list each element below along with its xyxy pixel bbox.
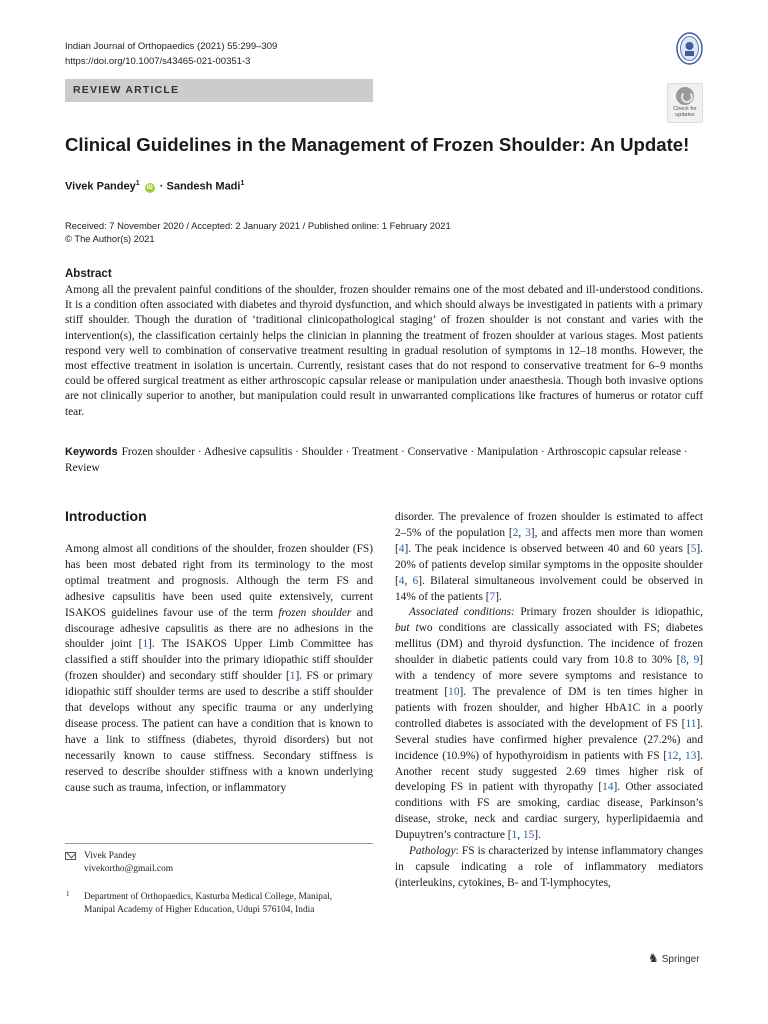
citation-link[interactable]: 13 <box>685 749 697 762</box>
citation-link[interactable]: 15 <box>522 829 535 842</box>
affiliation-number: 1 <box>66 890 70 898</box>
doi-link[interactable]: https://doi.org/10.1007/s43465-021-00351-3 <box>65 56 251 67</box>
journal-reference: Indian Journal of Orthopaedics (2021) 55:299–309 <box>65 41 278 52</box>
abstract-text: Among all the prevalent painful conditions of the shoulder, frozen shoulder remains one of the most debated and ill-understood conditions. It is a condition often associated with diabetes and thyroid dysfunction, and which should always be investigated in patients with a primary stiff shoulder. Though the duration of ‘traditional clinicopathological staging’ of frozen shoulder is not constant and varies with the intervention(s), the classification certainly helps the clinician in planning the treatment of frozen shoulder at various stages. Most patients respond very well to combination of conservative treatment resulting in gradual resolution of symptoms in 12–18 months. However, the most effective treatment in isolation is uncertain. Currently, resistant cases that do not respond to conservative treatment for 6–9 months could be offered surgical treatment as either arthroscopic capsular release or manipulation under anaesthesia. Though both invasive options are not clinically superior to another, but manipulation could result in unwarranted complications like fractures of humerus or rotator cuff tear. <box>65 284 703 418</box>
publisher-name: Springer <box>661 954 700 965</box>
springer-horse-icon: ♞ <box>648 951 659 965</box>
section-heading-introduction: Introduction <box>65 508 147 524</box>
body-paragraph: Pathology: FS is characterized by intense inflammatory changes in capsule indicating a role of inflammatory mediators (interleukins, cytokines, B- and T-lymphocytes, <box>395 845 703 889</box>
body-column-left <box>65 542 373 797</box>
affiliation-marker: 1 <box>135 180 140 187</box>
citation-link[interactable]: 5 <box>690 542 697 555</box>
citation-link[interactable]: 14 <box>602 781 614 794</box>
history-dates: Received: 7 November 2020 / Accepted: 2 January 2021 / Published online: 1 February 2021 <box>65 220 451 231</box>
envelope-icon <box>65 852 76 860</box>
citation-link[interactable]: 9 <box>693 654 700 667</box>
citation-link[interactable]: 12 <box>667 749 679 762</box>
article-title: Clinical Guidelines in the Management of Frozen Shoulder: An Update! <box>65 134 690 155</box>
corresponding-author-name: Vivek Pandey <box>84 851 137 861</box>
keywords <box>65 445 703 476</box>
affiliation-text: Department of Orthopaedics, Kasturba Medical College, Manipal, Manipal Academy of Higher Education, Udupi 576104, India <box>84 892 333 915</box>
citation-link[interactable]: 7 <box>489 590 496 603</box>
body-paragraph: Among almost all conditions of the shoulder, frozen shoulder (FS) has been most debated right from its terminology to the most optimal treatment and prognosis. Although the term FS and adhesive capsulitis have been used quite extensively, current ISAKOS guidelines favour use of the term frozen shoulder and discourage adhesive capsulitis as there are no adhesions in the shoulder joint [1]. The ISAKOS Upper Limb Committee has classified a stiff shoulder into the primary idiopathic stiff shoulder (frozen shoulder) and secondary stiff shoulder [1]. FS or primary idiopathic stiff shoulder terms are used to describe a stiff shoulder that develops without any specific trauma or any underlying disease process. The patient can have a condition that is known to have a link to stiffness (diabetes, thyroid disorders) but not necessarily known to cause stiffness. Secondary stiffness is reserved to describe shoulder stiffness with a known underlying cause such as trauma, infection, or inflammatory <box>65 543 374 794</box>
keywords-list: Frozen shoulder · Adhesive capsulitis · Shoulder · Treatment · Conservative · Manipulation · Arthroscopic capsular release · Review <box>65 446 688 474</box>
abstract-heading: Abstract <box>65 268 112 280</box>
orcid-icon[interactable]: iD <box>146 184 153 191</box>
copyright-line: © The Author(s) 2021 <box>65 233 155 244</box>
citation-link[interactable]: 4 <box>398 574 405 587</box>
author-separator: · <box>159 180 164 193</box>
body-paragraph: Associated conditions: Primary frozen shoulder is idiopathic, but two conditions are classically associated with FS; diabetes mellitus (DM) and thyroid dysfunction. The incidence of frozen shoulder in diabetic patients could vary from 10.8 to 30% [8, 9] with a tendency of more severe symptoms and resistance to treatment [10]. The prevalence of DM is ten times higher in patients with frozen shoulder, and higher HbA1C in a poorly controlled diabetes is associated with the development of FS [11]. Several studies have confirmed higher prevalence (27.2%) and incidence (10.9%) of hypothyroidism in patients with FS [12, 13]. Another recent study suggested 2.69 times higher risk of developing FS in patient with thyropathy [14]. Other associated conditions with FS are smoking, cardiac disease, Parkinson’s disease, stroke, neck and cardiac surgery, hyperlipidaemia and Dupuytren’s contracture [1, 15]. <box>395 606 704 842</box>
citation-link[interactable]: 2 <box>512 526 519 539</box>
citation-link[interactable]: 6 <box>412 574 419 587</box>
citation-link[interactable]: 1 <box>511 829 518 842</box>
citation-link[interactable]: 3 <box>525 526 531 539</box>
body-column-right <box>395 510 703 892</box>
citation-link[interactable]: 8 <box>680 654 687 667</box>
publication-dates <box>65 219 451 245</box>
citation-link[interactable]: 1 <box>142 638 149 651</box>
refresh-icon <box>676 87 694 105</box>
article-type-banner: REVIEW ARTICLE <box>65 79 373 102</box>
journal-logo-icon <box>676 32 703 65</box>
author-list <box>65 180 244 193</box>
footnote-divider <box>65 843 373 844</box>
check-updates-label: Check for updates <box>673 106 697 118</box>
corresponding-author-email[interactable]: vivekortho@gmail.com <box>84 864 174 874</box>
keywords-label: Keywords <box>65 446 118 458</box>
author-name[interactable]: Vivek Pandey <box>65 180 136 193</box>
check-for-updates-badge[interactable] <box>667 83 703 123</box>
citation-link[interactable]: 4 <box>398 542 405 555</box>
citation-link[interactable]: 11 <box>685 717 697 730</box>
affiliation-marker: 1 <box>240 180 245 187</box>
author-name[interactable]: Sandesh Madi <box>166 180 241 193</box>
publisher-logo <box>648 951 700 965</box>
body-paragraph: disorder. The prevalence of frozen shoulder is estimated to affect 2–5% of the population [2, 3], and affects men more than women [4]. The peak incidence is observed between 40 and 60 years [5]. 20% of patients develop similar symptoms in the opposite shoulder [4, 6]. Bilateral simultaneous involvement could be observed in 14% of the patients [7]. <box>395 511 704 603</box>
citation-link[interactable]: 1 <box>289 670 296 683</box>
citation-link[interactable]: 10 <box>448 685 460 698</box>
